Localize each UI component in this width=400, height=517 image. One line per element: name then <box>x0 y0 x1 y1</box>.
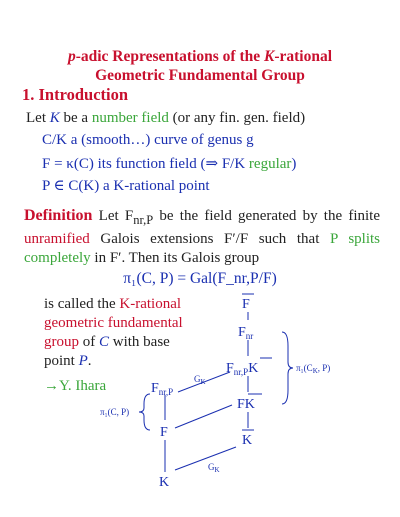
label-gk-lower: $G_K$ <box>208 462 220 474</box>
reference-link[interactable]: →Y. Ihara <box>44 378 107 394</box>
brace-left <box>139 394 150 430</box>
node-fnrp: $F_{nr,P}$ <box>151 381 174 397</box>
intro-line-2: C/K a (smooth…) curve of genus g <box>42 132 254 148</box>
intro-line-4: P ∈ C(K) a K-rational point <box>42 178 210 194</box>
node-k: K <box>159 475 170 490</box>
node-fnrpk: $F_{nr,P}K$ <box>226 361 259 377</box>
brace-right <box>282 332 293 404</box>
node-fnr: $F_{nr}$ <box>238 325 254 341</box>
node-fk: FK <box>237 397 255 412</box>
label-pi1-cp: π₁(C, P) <box>100 407 130 417</box>
node-fbar: F <box>242 297 250 312</box>
label-gk-upper: $G_K$ <box>194 374 206 386</box>
definition-paragraph: Definition Let $F_{nr,P}$ be the field generated by the finite unramified Galois extensions F′/F such that P splits completely in F′. Then its Galois group <box>24 207 381 266</box>
label-pi1-ck-p: $\pi_1(C_K$, P) <box>296 363 331 375</box>
intro-line-3: F = κ(C) its function field (⇒ F/K regular) <box>42 156 297 172</box>
node-f: F <box>160 425 168 440</box>
title-line-1: p-adic Representations of the K-rational <box>67 48 333 65</box>
node-kbar: K <box>242 433 253 448</box>
section-heading: 1. Introduction <box>22 85 129 104</box>
intro-line-1: Let K be a number field (or any fin. gen. field) <box>26 110 306 126</box>
definition-label: Definition <box>24 207 93 224</box>
title-line-2: Geometric Fundamental Group <box>95 67 305 84</box>
edge-k-kbar <box>175 447 236 470</box>
galois-group-formula: π₁(C, P) = Gal(F_nr,P/F) <box>123 270 277 287</box>
definition-continuation: is called the K-rational geometric fundamental group of C with base point P. →Y. Ihara <box>44 295 204 396</box>
edge-f-fk <box>175 405 232 428</box>
